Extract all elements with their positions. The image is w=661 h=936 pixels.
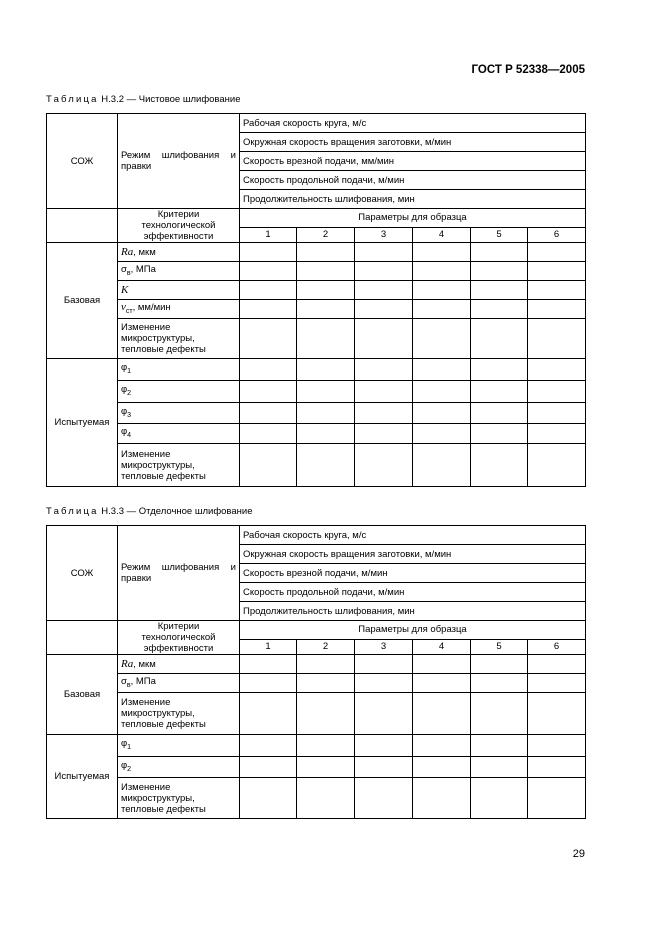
empty-value-cell [528, 655, 586, 674]
empty-value-cell [355, 403, 413, 424]
table1-criterion: Изменение микроструктуры, тепловые дефекты [118, 444, 240, 487]
empty-value-cell [528, 300, 586, 319]
table2-criteria-label: Критерии технологической эффективности [118, 621, 240, 655]
empty-value-cell [413, 300, 471, 319]
empty-value-cell [413, 403, 471, 424]
empty-value-cell [355, 262, 413, 281]
empty-value-cell [355, 281, 413, 300]
table2-caption-title: — Отделочное шлифование [126, 506, 253, 517]
empty-value-cell [240, 693, 297, 735]
empty-value-cell [413, 381, 471, 403]
table1-group-test: Испытуемая [47, 359, 118, 487]
empty-value-cell [355, 319, 413, 359]
table1-group-col-empty [47, 209, 118, 243]
table-finishing-grinding [46, 525, 586, 819]
empty-value-cell [355, 693, 413, 735]
empty-value-cell [297, 424, 355, 444]
table2-sample-number: 5 [471, 639, 528, 654]
table2-criterion: Изменение микроструктуры, тепловые дефекты [118, 778, 240, 819]
empty-value-cell [528, 281, 586, 300]
table1-mode-row: Окружная скорость вращения заготовки, м/мин [240, 133, 586, 152]
table1-sample-number: 5 [471, 227, 528, 242]
empty-value-cell [297, 444, 355, 487]
table1-mode-row: Скорость продольной подачи, м/мин [240, 171, 586, 190]
empty-value-cell [413, 757, 471, 778]
empty-value-cell [240, 424, 297, 444]
k-symbol: K [121, 283, 129, 296]
empty-value-cell [413, 424, 471, 444]
empty-value-cell [240, 403, 297, 424]
table2-sample-number: 1 [240, 639, 297, 654]
table2-sample-number: 6 [528, 639, 586, 654]
table1-caption-number: Н.3.2 [101, 94, 125, 105]
empty-value-cell [528, 381, 586, 403]
empty-value-cell [528, 403, 586, 424]
table1-params-label: Параметры для образца [240, 209, 586, 228]
table2-mode-label: Режим шлифования и правки [118, 526, 240, 621]
table2-group-test: Испытуемая [47, 735, 118, 819]
empty-value-cell [355, 674, 413, 693]
table1-sample-number: 6 [528, 227, 586, 242]
empty-value-cell [240, 243, 297, 262]
empty-value-cell [471, 444, 528, 487]
empty-value-cell [471, 381, 528, 403]
empty-value-cell [355, 444, 413, 487]
table2-caption [46, 506, 253, 517]
table2-mode-row: Скорость продольной подачи, м/мин [240, 583, 586, 602]
empty-value-cell [240, 262, 297, 281]
empty-value-cell [528, 319, 586, 359]
empty-value-cell [471, 262, 528, 281]
table1-criterion: Изменение микроструктуры, тепловые дефекты [118, 319, 240, 359]
empty-value-cell [471, 674, 528, 693]
table1-sample-number: 4 [413, 227, 471, 242]
table1-sample-number: 3 [355, 227, 413, 242]
empty-value-cell [297, 300, 355, 319]
empty-value-cell [528, 262, 586, 281]
empty-value-cell [297, 381, 355, 403]
empty-value-cell [355, 735, 413, 757]
table1-criterion: $\varphi_2$ [118, 381, 240, 403]
empty-value-cell [528, 444, 586, 487]
empty-value-cell [528, 359, 586, 381]
table2-sample-number: 2 [297, 639, 355, 654]
empty-value-cell [413, 243, 471, 262]
empty-value-cell [240, 655, 297, 674]
table1-criterion: $\varphi_1$ [118, 359, 240, 381]
empty-value-cell [355, 381, 413, 403]
empty-value-cell [297, 693, 355, 735]
empty-value-cell [471, 243, 528, 262]
empty-value-cell [413, 735, 471, 757]
table1-caption-prefix: Таблица [46, 94, 99, 105]
empty-value-cell [471, 655, 528, 674]
empty-value-cell [413, 359, 471, 381]
table2-mode-row: Продолжительность шлифования, мин [240, 602, 586, 621]
empty-value-cell [413, 444, 471, 487]
table1-mode-row: Скорость врезной подачи, мм/мин [240, 152, 586, 171]
empty-value-cell [240, 319, 297, 359]
table1-criterion: $\varphi_4$ [118, 424, 240, 444]
empty-value-cell [297, 359, 355, 381]
sigma-symbol: $\sigma_в$ [121, 675, 131, 689]
empty-value-cell [297, 262, 355, 281]
document-standard-number: ГОСТ Р 52338—2005 [471, 64, 585, 76]
table1-criteria-label: Критерии технологической эффективности [118, 209, 240, 243]
table1-criterion: $\sigma_в$, МПа [118, 262, 240, 281]
page-number: 29 [572, 848, 585, 860]
table2-group-base: Базовая [47, 655, 118, 735]
table2-sample-number: 4 [413, 639, 471, 654]
empty-value-cell [471, 319, 528, 359]
table1-soj-cell: СОЖ [47, 114, 118, 209]
table2-criterion: $\varphi_1$ [118, 735, 240, 757]
table2-criterion: $\sigma_в$, МПа [118, 674, 240, 693]
table1-criterion: $\varphi_3$ [118, 403, 240, 424]
table-finish-grinding [46, 113, 586, 487]
table2-criterion: Ra, мкм [118, 655, 240, 674]
table1-group-base: Базовая [47, 243, 118, 359]
empty-value-cell [413, 693, 471, 735]
table2-criterion: Изменение микроструктуры, тепловые дефекты [118, 693, 240, 735]
empty-value-cell [355, 424, 413, 444]
empty-value-cell [528, 778, 586, 819]
empty-value-cell [297, 243, 355, 262]
table2-mode-row: Рабочая скорость круга, м/с [240, 526, 586, 545]
table1-sample-number: 2 [297, 227, 355, 242]
empty-value-cell [528, 424, 586, 444]
empty-value-cell [355, 359, 413, 381]
ra-symbol: Ra [121, 657, 134, 670]
table1-mode-row: Продолжительность шлифования, мин [240, 190, 586, 209]
empty-value-cell [240, 300, 297, 319]
empty-value-cell [413, 674, 471, 693]
table2-caption-number: Н.3.3 [101, 506, 125, 517]
empty-value-cell [471, 778, 528, 819]
empty-value-cell [240, 444, 297, 487]
empty-value-cell [240, 281, 297, 300]
empty-value-cell [471, 403, 528, 424]
table2-params-label: Параметры для образца [240, 621, 586, 640]
table2-mode-row: Скорость врезной подачи, м/мин [240, 564, 586, 583]
empty-value-cell [240, 359, 297, 381]
table2-criterion: $\varphi_2$ [118, 757, 240, 778]
empty-value-cell [528, 243, 586, 262]
empty-value-cell [297, 403, 355, 424]
empty-value-cell [528, 674, 586, 693]
empty-value-cell [528, 693, 586, 735]
table1-mode-label: Режим шлифования и правки [118, 114, 240, 209]
empty-value-cell [240, 674, 297, 693]
empty-value-cell [355, 243, 413, 262]
empty-value-cell [297, 778, 355, 819]
table2-caption-prefix: Таблица [46, 506, 99, 517]
table2-mode-row: Окружная скорость вращения заготовки, м/мин [240, 545, 586, 564]
empty-value-cell [413, 778, 471, 819]
empty-value-cell [297, 319, 355, 359]
empty-value-cell [471, 281, 528, 300]
empty-value-cell [471, 300, 528, 319]
empty-value-cell [355, 778, 413, 819]
empty-value-cell [355, 655, 413, 674]
empty-value-cell [528, 757, 586, 778]
empty-value-cell [413, 655, 471, 674]
ra-symbol: Ra [121, 245, 134, 258]
empty-value-cell [240, 778, 297, 819]
empty-value-cell [471, 359, 528, 381]
table1-mode-row: Рабочая скорость круга, м/с [240, 114, 586, 133]
empty-value-cell [240, 757, 297, 778]
empty-value-cell [413, 281, 471, 300]
empty-value-cell [471, 424, 528, 444]
table1-sample-number: 1 [240, 227, 297, 242]
empty-value-cell [297, 674, 355, 693]
table1-criterion [118, 281, 240, 300]
empty-value-cell [471, 735, 528, 757]
v-st-symbol: v [121, 300, 126, 313]
empty-value-cell [355, 300, 413, 319]
table2-sample-number: 3 [355, 639, 413, 654]
empty-value-cell [240, 381, 297, 403]
table1-criterion: $v_{ст}$, мм/мин [118, 300, 240, 319]
table2-soj-cell: СОЖ [47, 526, 118, 621]
empty-value-cell [413, 319, 471, 359]
empty-value-cell [471, 757, 528, 778]
empty-value-cell [297, 281, 355, 300]
table2-group-col-empty [47, 621, 118, 655]
table1-caption [46, 94, 241, 105]
empty-value-cell [471, 693, 528, 735]
empty-value-cell [413, 262, 471, 281]
sigma-symbol: $\sigma_в$ [121, 263, 131, 277]
empty-value-cell [528, 735, 586, 757]
table1-criterion: Ra, мкм [118, 243, 240, 262]
empty-value-cell [355, 757, 413, 778]
table1-caption-title: — Чистовое шлифование [126, 94, 241, 105]
empty-value-cell [297, 655, 355, 674]
empty-value-cell [297, 735, 355, 757]
empty-value-cell [240, 735, 297, 757]
empty-value-cell [297, 757, 355, 778]
